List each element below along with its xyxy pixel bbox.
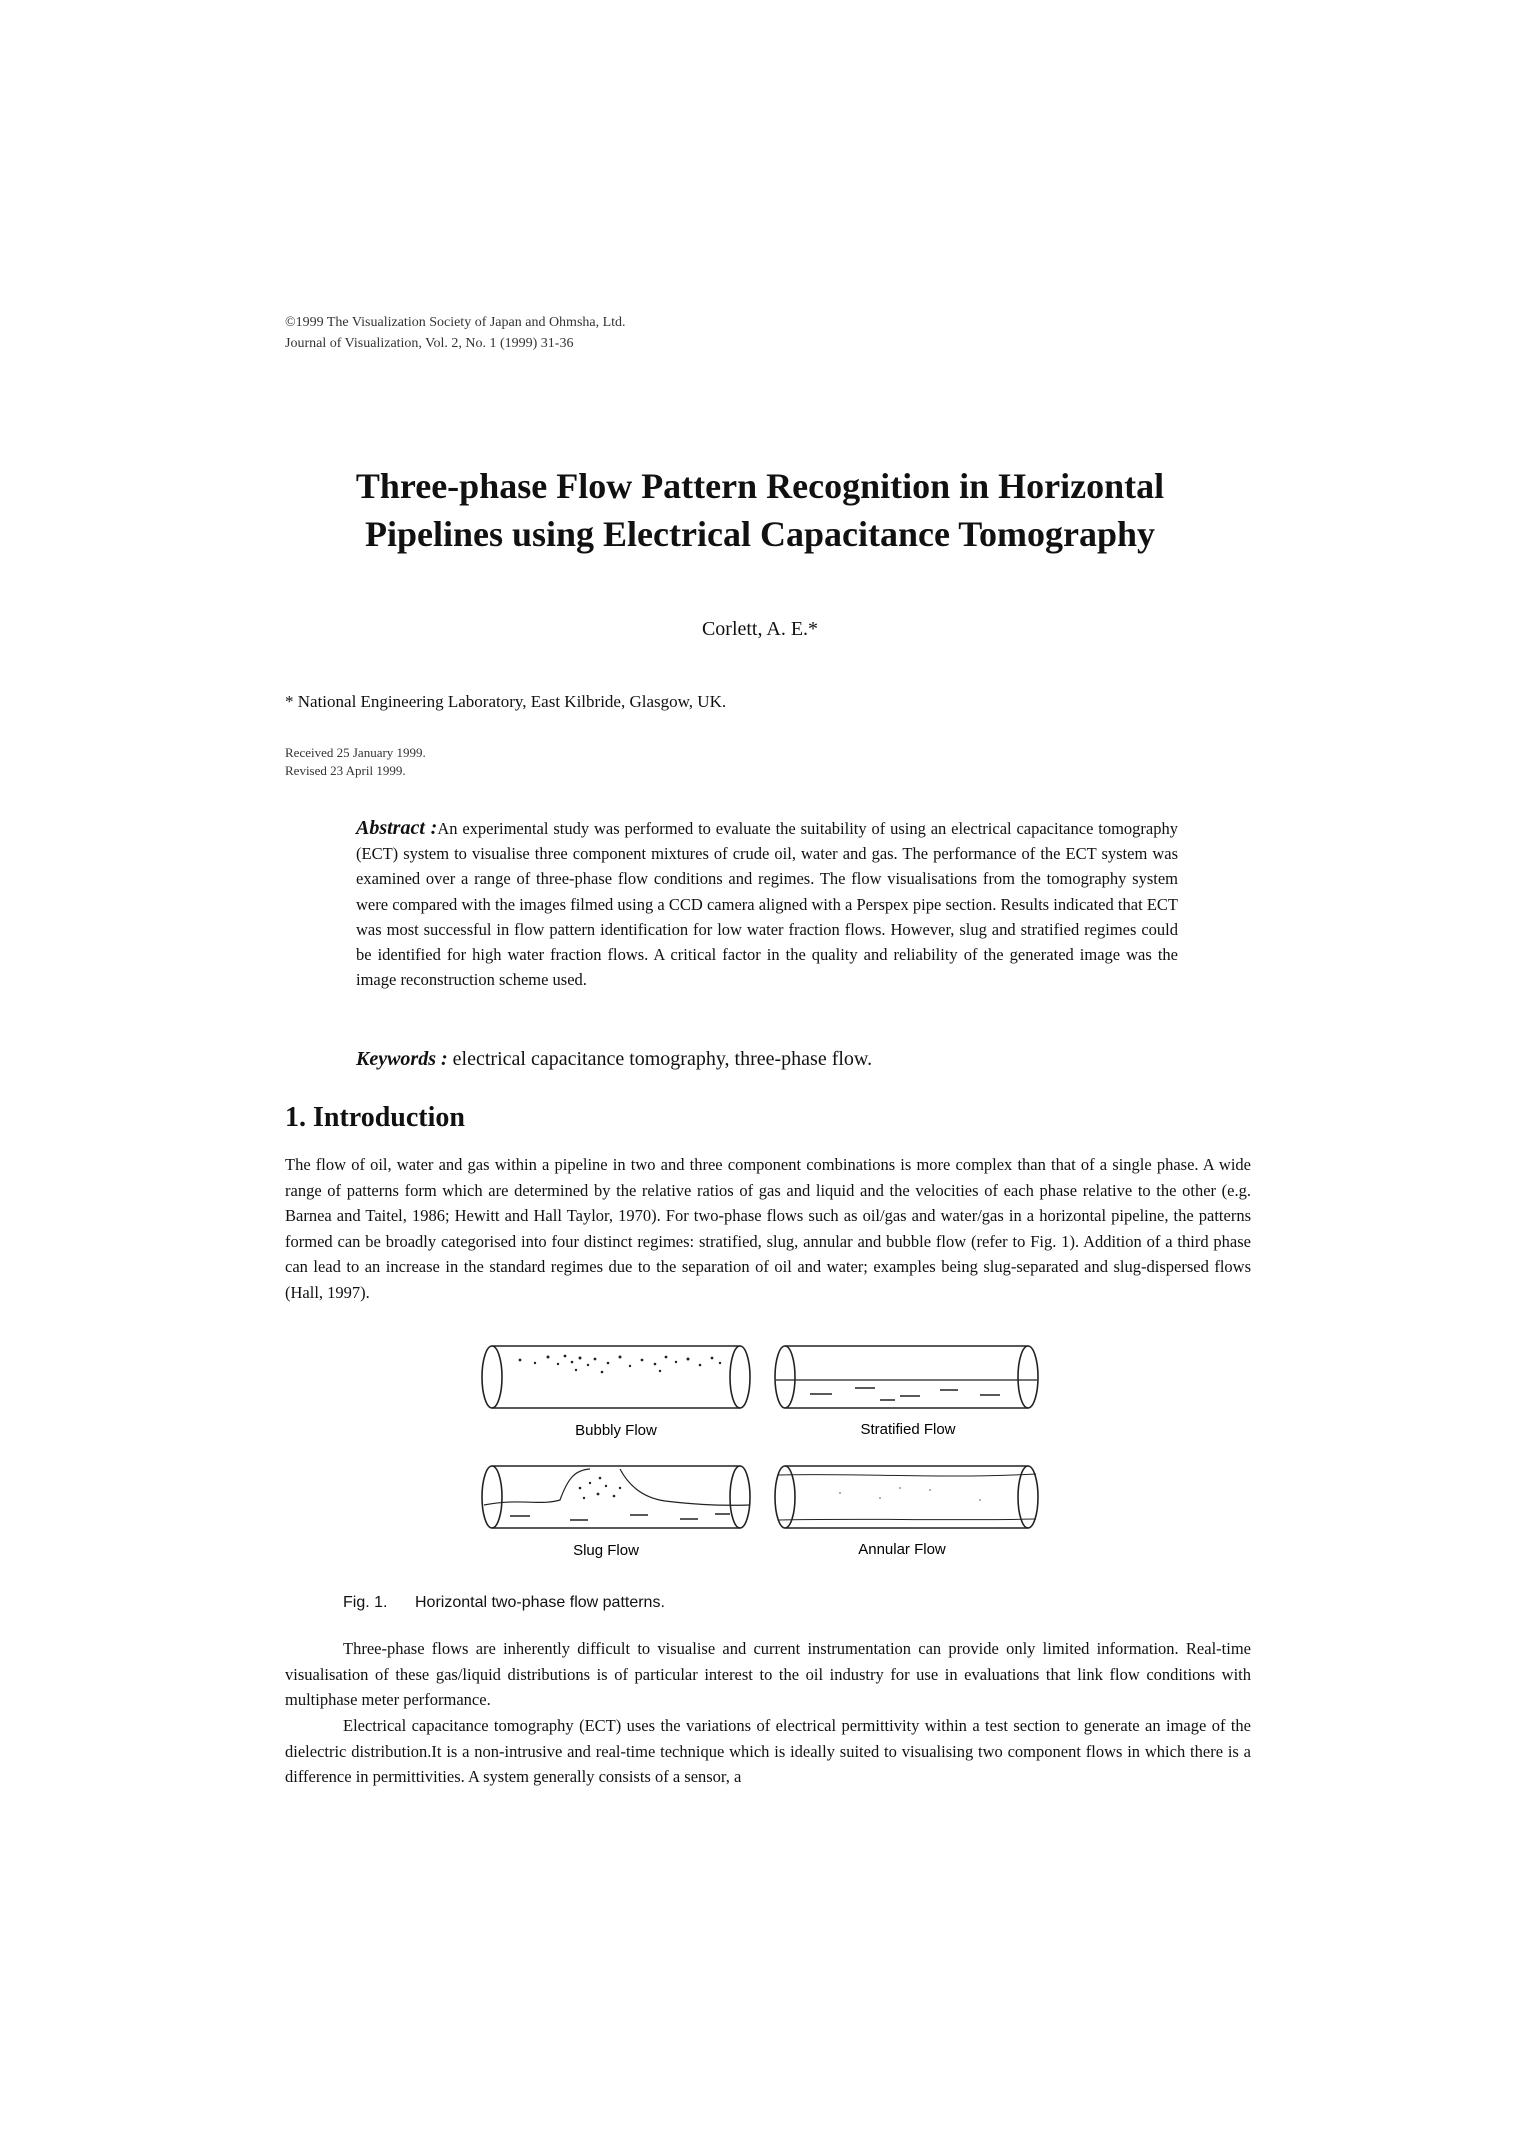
slug-flow-pipe [482, 1466, 750, 1528]
caption-text: Horizontal two-phase flow patterns. [415, 1594, 665, 1611]
annular-droplets [839, 1487, 981, 1501]
journal-header [285, 312, 626, 354]
flow-patterns-figure [480, 1338, 1050, 1578]
keywords-text: electrical capacitance tomography, three-phase flow. [447, 1048, 873, 1070]
keywords [356, 1048, 872, 1071]
title-line-2: Pipelines using Electrical Capacitance Tomography [364, 514, 1155, 554]
label-annular-flow: Annular Flow [858, 1541, 946, 1558]
intro-paragraph-1: The flow of oil, water and gas within a pipeline in two and three component combinations is more complex than that of a single phase. A wide range of patterns form which are determined by the relative ratios of gas and liquid and the velocities of each phase relative to the other (e.g. Barnea and Taitel, 1986; Hewitt and Hall Taylor, 1970). For two-phase flows such as oil/gas and water/gas in a horizontal pipeline, the patterns formed can be broadly categorised into four distinct regimes: stratified, slug, annular and bubble flow (refer to Fig. 1). Addition of a third phase can lead to an increase in the standard regimes due to the separation of oil and water; examples being slug-separated and slug-dispersed flows (Hall, 1997). [285, 1155, 1251, 1302]
journal-citation: Journal of Visualization, Vol. 2, No. 1 (1999) 31-36 [285, 336, 574, 351]
abstract-label: Abstract : [356, 817, 438, 839]
annular-flow-pipe [775, 1466, 1038, 1528]
bubbly-flow-pipe [482, 1346, 750, 1408]
caption-number: Fig. 1. [343, 1594, 388, 1611]
section-heading: 1. Introduction [285, 1102, 465, 1133]
figure-caption [343, 1594, 665, 1612]
affiliation: * National Engineering Laboratory, East Kilbride, Glasgow, UK. [285, 692, 727, 711]
intro-paragraph-3: Electrical capacitance tomography (ECT) uses the variations of electrical permittivity within a test section to generate an image of the dielectric distribution.It is a non-intrusive and real-time technique which is ideally suited to visualising two component flows in which there is a difference in permittivities. A system generally consists of a sensor, a [285, 1716, 1251, 1786]
label-slug-flow: Slug Flow [573, 1542, 639, 1559]
label-stratified-flow: Stratified Flow [860, 1421, 956, 1438]
abstract [356, 816, 1178, 992]
revised-date: Revised 23 April 1999. [285, 763, 406, 778]
keywords-label: Keywords : [356, 1048, 448, 1070]
title-line-1: Three-phase Flow Pattern Recognition in Horizontal [355, 466, 1165, 506]
copyright-line: ©1999 The Visualization Society of Japan and Ohmsha, Ltd. [285, 315, 626, 330]
received-date: Received 25 January 1999. [285, 745, 426, 760]
stratified-flow-pipe [775, 1346, 1038, 1408]
abstract-text: An experimental study was performed to evaluate the suitability of using an electrical capacitance tomography (ECT) system to visualise three component mixtures of crude oil, water and gas. The performance of the ECT system was examined over a range of three-phase flow conditions and regimes. The flow visualisations from the tomography system were compared with the images filmed using a CCD camera aligned with a Perspex pipe section. Results indicated that ECT was most successful in flow pattern identification for low water fraction flows. However, slug and stratified regimes could be identified for high water fraction flows. A critical factor in the quality and reliability of the generated image was the image reconstruction scheme used. [356, 819, 1178, 990]
intro-paragraph-2: Three-phase flows are inherently difficult to visualise and current instrumentation can provide only limited information. Real-time visualisation of these gas/liquid distributions is of particular interest to the oil industry for use in evaluations that link flow conditions with multiphase meter performance. [285, 1639, 1251, 1709]
label-bubbly-flow: Bubbly Flow [575, 1422, 657, 1439]
author: Corlett, A. E.* [701, 618, 819, 640]
paper-title [160, 462, 1360, 558]
dates [285, 744, 426, 780]
